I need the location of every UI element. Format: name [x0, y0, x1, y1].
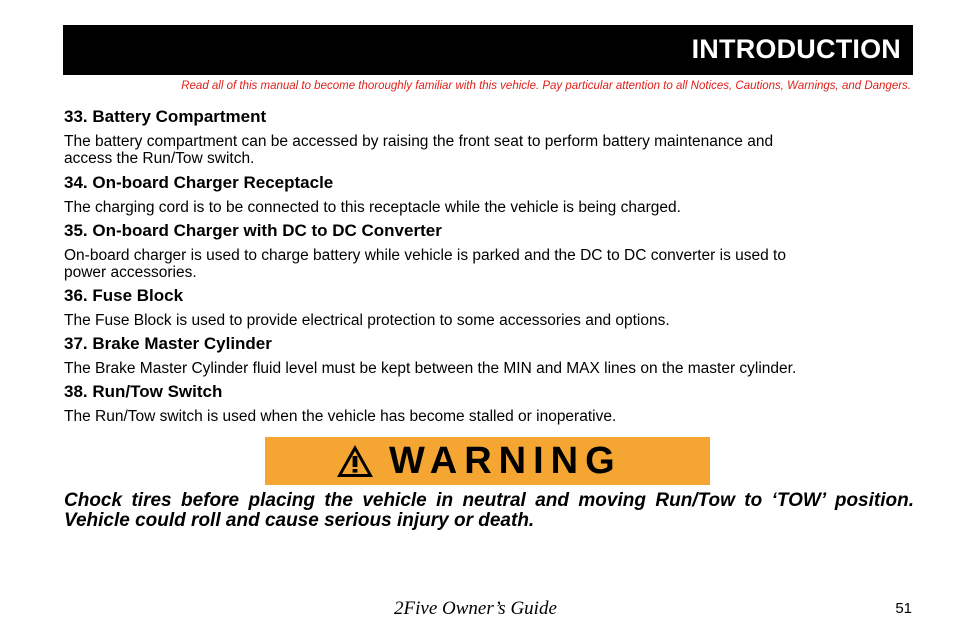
warning-label: WARNING — [389, 440, 622, 482]
sections-content — [64, 107, 900, 425]
section-body — [64, 360, 900, 377]
section-body — [64, 408, 900, 425]
section-36 — [64, 286, 900, 329]
section-body — [64, 199, 900, 216]
section-33 — [64, 107, 900, 167]
section-35 — [64, 221, 900, 281]
page-title: INTRODUCTION — [691, 34, 901, 64]
section-heading: 38. Run/Tow Switch — [64, 382, 223, 401]
section-body-line: The Run/Tow switch is used when the vehicle has become stalled or inoperative. — [64, 408, 617, 425]
warning-text: Chock tires before placing the vehicle in neutral and moving Run/Tow to ‘TOW’ position. Vehicle could roll and cause serious injury or death. — [64, 490, 914, 531]
section-heading: 35. On-board Charger with DC to DC Converter — [64, 221, 442, 240]
section-body-line: access the Run/Tow switch. — [64, 150, 255, 167]
section-heading: 33. Battery Compartment — [64, 107, 267, 126]
section-38 — [64, 382, 900, 425]
page-number: 51 — [895, 600, 912, 617]
section-body-line: The Brake Master Cylinder fluid level must be kept between the MIN and MAX lines on the master cylinder. — [64, 360, 797, 377]
header-bar — [63, 25, 913, 75]
reading-notice: Read all of this manual to become thoroughly familiar with this vehicle. Pay particular attention to all Notices, Cautions, Warnings, and Dangers. — [181, 80, 911, 92]
section-body — [64, 133, 900, 167]
warning-triangle-icon — [335, 443, 375, 479]
section-body-line: The battery compartment can be accessed by raising the front seat to perform battery maintenance and — [64, 133, 774, 150]
section-body — [64, 312, 900, 329]
section-heading: 34. On-board Charger Receptacle — [64, 173, 334, 192]
section-heading: 36. Fuse Block — [64, 286, 184, 305]
footer-title: 2Five Owner’s Guide — [394, 598, 557, 619]
section-body-line: power accessories. — [64, 264, 197, 281]
section-37 — [64, 334, 900, 377]
section-body — [64, 247, 900, 281]
section-heading: 37. Brake Master Cylinder — [64, 334, 272, 353]
section-34 — [64, 173, 900, 216]
warning-banner — [265, 437, 710, 485]
section-body-line: The charging cord is to be connected to this receptacle while the vehicle is being charged. — [64, 199, 681, 216]
section-body-line: The Fuse Block is used to provide electrical protection to some accessories and options. — [64, 312, 670, 329]
section-body-line: On-board charger is used to charge battery while vehicle is parked and the DC to DC converter is used to — [64, 247, 786, 264]
